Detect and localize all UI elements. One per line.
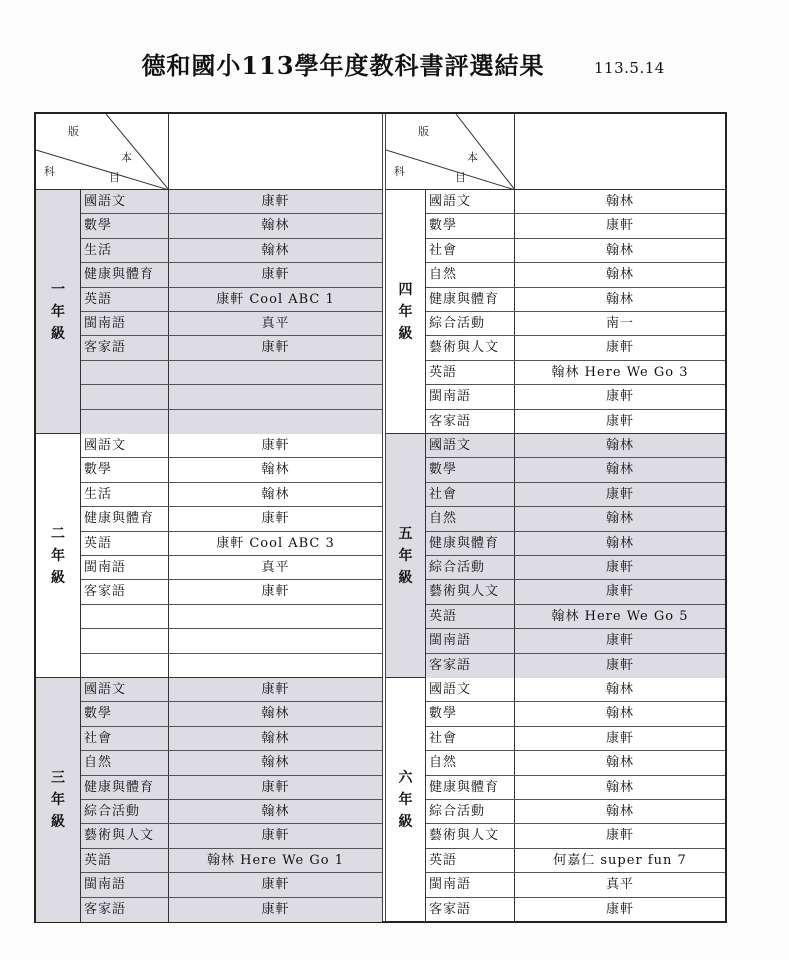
publisher-cell: 真平 (605, 877, 634, 893)
publisher-cell: 康軒 (169, 898, 382, 922)
subject-cell: 自然 (81, 751, 169, 774)
table-row (81, 849, 382, 873)
publisher-cell: 真平 (261, 560, 290, 575)
subject-cell: 英語 (426, 605, 515, 628)
grade-label-char: 級 (51, 325, 65, 342)
grade-label (36, 523, 80, 589)
publisher-cell: 真平 (169, 312, 382, 335)
grade-label (386, 279, 425, 345)
publisher-cell (169, 410, 382, 434)
header-diagonal-cell (36, 114, 169, 190)
table-row (426, 263, 725, 287)
table-row (81, 507, 382, 531)
publisher-cell: 康軒 (169, 190, 382, 213)
subject-cell: 數學 (81, 214, 169, 237)
grade-label-char: 年 (398, 792, 413, 808)
subject-cell: 數學 (426, 214, 515, 237)
subject-cell: 英語 (426, 361, 515, 384)
document-date: 113.5.14 (594, 59, 665, 77)
subject-cell (81, 385, 169, 408)
table-row (81, 751, 382, 775)
table-row (81, 361, 382, 385)
subject-cell: 客家語 (426, 654, 515, 678)
table-row (426, 556, 725, 580)
grade-block (36, 190, 382, 434)
publisher-cell: 康軒 (605, 901, 634, 917)
right-half-table (386, 114, 725, 921)
table-row (426, 702, 725, 726)
grade-label (386, 523, 425, 589)
table-header (386, 114, 725, 190)
table-row (81, 824, 382, 848)
grade-block (36, 434, 382, 678)
publisher-cell: 何嘉仁 super fun 7 (553, 852, 687, 868)
publisher-cell: 翰林 (605, 267, 634, 283)
publisher-cell: 康軒 (605, 340, 634, 356)
table-row (81, 239, 382, 263)
grade-label-char: 六 (398, 770, 413, 786)
publisher-cell: 翰林 (605, 682, 634, 697)
grade-label-char: 年 (51, 547, 65, 564)
header-label-right: 本 (467, 151, 478, 164)
publisher-cell: 康軒 (261, 438, 290, 453)
subject-cell: 客家語 (81, 580, 169, 603)
subject-cell: 英語 (81, 288, 169, 311)
subject-cell (81, 605, 169, 628)
grade-label-char: 年 (51, 303, 65, 320)
grade-label (36, 279, 80, 345)
header-publisher-cell (169, 114, 382, 190)
publisher-cell: 翰林 (605, 804, 634, 819)
table-row (426, 605, 725, 629)
publisher-cell: 康軒 (169, 263, 382, 286)
header-label-top: 版 (68, 125, 79, 138)
subject-cell: 客家語 (426, 898, 515, 922)
publisher-cell: 康軒 (169, 336, 382, 359)
table-row (426, 458, 725, 482)
subject-cell (81, 410, 169, 434)
grade-label-char: 五 (398, 525, 413, 542)
table-row (81, 727, 382, 751)
subject-cell: 數學 (81, 458, 169, 481)
table-row (81, 434, 382, 458)
publisher-cell: 翰林 (515, 532, 725, 555)
publisher-cell: 翰林 (515, 434, 725, 457)
subject-cell: 閩南語 (426, 629, 515, 652)
table-row (81, 629, 382, 653)
publisher-cell: 南一 (605, 316, 634, 331)
publisher-cell: 康軒 (261, 511, 290, 527)
table-row (81, 776, 382, 800)
table-row (426, 898, 725, 922)
subject-cell: 綜合活動 (426, 312, 515, 335)
publisher-cell (169, 385, 382, 408)
table-row (426, 410, 725, 434)
publisher-cell: 翰林 (605, 291, 634, 307)
publisher-cell: 翰林 (515, 507, 725, 530)
header-publisher-cell (515, 114, 725, 190)
table-row (81, 263, 382, 287)
subject-cell: 國語文 (426, 678, 515, 701)
publisher-cell (169, 361, 382, 384)
publisher-cell: 康軒 (515, 483, 725, 506)
grade-label (36, 767, 80, 833)
publisher-cell: 翰林 (515, 458, 725, 481)
publisher-cell: 康軒 Cool ABC 3 (216, 535, 335, 551)
subject-cell: 數學 (81, 702, 169, 725)
table-row (426, 849, 725, 873)
grade-label-cell (386, 678, 426, 922)
header-label-left: 科 (44, 165, 55, 178)
table-row (81, 654, 382, 678)
table-row (426, 288, 725, 312)
publisher-cell (169, 654, 382, 678)
header-label-left: 科 (394, 165, 405, 178)
subject-cell: 國語文 (426, 190, 515, 213)
subject-cell: 閩南語 (426, 873, 515, 896)
table-row (426, 678, 725, 702)
subject-cell: 國語文 (426, 434, 515, 457)
grade-label-char: 三 (51, 770, 65, 786)
table-row (81, 898, 382, 922)
subject-cell: 健康與體育 (81, 507, 169, 530)
subject-cell: 國語文 (81, 190, 169, 213)
grade-label-char: 級 (398, 814, 413, 830)
publisher-cell: 翰林 (261, 486, 290, 502)
grade-label-char: 級 (398, 569, 413, 586)
header-label-bottom: 目 (109, 171, 120, 184)
table-row (81, 605, 382, 629)
header-diagonal-cell (386, 114, 515, 190)
publisher-cell: 康軒 (169, 873, 382, 896)
header-label-top: 版 (418, 125, 429, 138)
publisher-cell: 翰林 (605, 242, 634, 258)
grade-label-char: 年 (398, 303, 413, 320)
grade-label-cell (386, 190, 426, 433)
publisher-cell: 康軒 (169, 824, 382, 847)
table-row (426, 336, 725, 360)
grade-label-char: 二 (51, 525, 65, 542)
publisher-cell: 康軒 (515, 629, 725, 652)
grade-label-char: 級 (51, 569, 65, 586)
subject-cell: 健康與體育 (426, 288, 515, 311)
subject-cell: 數學 (426, 458, 515, 481)
subject-cell: 自然 (426, 263, 515, 286)
table-row (81, 532, 382, 556)
publisher-cell: 康軒 (169, 776, 382, 799)
column-divider-left (382, 114, 383, 921)
table-row (426, 800, 725, 824)
publisher-cell: 康軒 (515, 654, 725, 678)
subject-cell: 閩南語 (81, 556, 169, 579)
subject-cell: 健康與體育 (426, 532, 515, 555)
table-row (81, 190, 382, 214)
subject-cell (81, 654, 169, 678)
publisher-cell: 康軒 (605, 218, 634, 234)
publisher-cell: 翰林 (605, 706, 634, 722)
publisher-cell (169, 629, 382, 652)
subject-cell (81, 629, 169, 652)
table-row (426, 385, 725, 409)
subject-cell: 英語 (81, 849, 169, 872)
subject-cell: 數學 (426, 702, 515, 725)
subject-cell: 英語 (426, 849, 515, 872)
table-row (81, 873, 382, 897)
publisher-cell: 康軒 (515, 580, 725, 603)
subject-cell: 自然 (426, 751, 515, 774)
subject-cell: 綜合活動 (426, 800, 515, 823)
subject-cell: 客家語 (81, 898, 169, 922)
grade-label-char: 年 (51, 792, 65, 808)
table-row (426, 239, 725, 263)
header-diagonal-lines (36, 114, 169, 190)
table-row (81, 410, 382, 434)
publisher-cell: 翰林 Here We Go 5 (515, 605, 725, 628)
publisher-cell: 康軒 (261, 584, 290, 600)
table-row (81, 214, 382, 238)
subject-cell: 健康與體育 (426, 776, 515, 799)
publisher-cell (169, 605, 382, 628)
table-row (426, 361, 725, 385)
table-row (81, 458, 382, 482)
subject-cell: 自然 (426, 507, 515, 530)
subject-cell: 社會 (426, 239, 515, 262)
subject-cell: 客家語 (81, 336, 169, 359)
table-row (426, 751, 725, 775)
table-row (426, 507, 725, 531)
subject-cell: 藝術與人文 (426, 336, 515, 359)
publisher-cell: 翰林 (605, 755, 634, 771)
grade-block (36, 678, 382, 922)
subject-cell: 閩南語 (426, 385, 515, 408)
publisher-cell: 翰林 (605, 779, 634, 795)
table-row (426, 776, 725, 800)
subject-cell: 社會 (426, 727, 515, 750)
table-row (426, 580, 725, 604)
header-label-bottom: 目 (455, 171, 466, 184)
grade-block (386, 190, 725, 434)
table-row (81, 312, 382, 336)
publisher-cell: 翰林 (261, 462, 290, 478)
table-row (426, 824, 725, 848)
subject-cell: 健康與體育 (81, 263, 169, 286)
grade-label-cell (36, 434, 81, 677)
table-row (81, 702, 382, 726)
grade-label-char: 級 (398, 325, 413, 342)
subject-cell: 閩南語 (81, 312, 169, 335)
table-header (36, 114, 382, 190)
table-row (81, 556, 382, 580)
publisher-cell: 翰林 (169, 239, 382, 262)
subject-cell: 健康與體育 (81, 776, 169, 799)
table-row (81, 288, 382, 312)
grade-label-char: 級 (51, 814, 65, 830)
publisher-cell: 翰林 Here We Go 1 (169, 849, 382, 872)
subject-cell: 客家語 (426, 410, 515, 434)
publisher-cell: 康軒 (169, 678, 382, 701)
table-row (426, 312, 725, 336)
grade-label (386, 767, 425, 833)
publisher-cell: 翰林 (169, 214, 382, 237)
grade-block (386, 434, 725, 678)
publisher-cell: 康軒 (605, 828, 634, 844)
subject-cell: 藝術與人文 (81, 824, 169, 847)
subject-cell: 閩南語 (81, 873, 169, 896)
publisher-cell: 翰林 (169, 727, 382, 750)
grade-label-char: 年 (398, 547, 413, 564)
table-row (81, 336, 382, 360)
publisher-cell: 康軒 (605, 389, 634, 405)
header-label-right: 本 (121, 151, 132, 164)
textbook-table (34, 112, 727, 923)
subject-cell: 藝術與人文 (426, 580, 515, 603)
page-title: 德和國小113學年度教科書評選結果 (141, 51, 545, 80)
subject-cell: 國語文 (81, 678, 169, 701)
subject-cell: 生活 (81, 239, 169, 262)
subject-cell (81, 361, 169, 384)
table-row (81, 678, 382, 702)
grade-label-char: 四 (398, 281, 413, 298)
publisher-cell: 翰林 Here We Go 3 (551, 364, 689, 380)
grade-label-cell (36, 190, 81, 433)
subject-cell: 英語 (81, 532, 169, 555)
subject-cell: 藝術與人文 (426, 824, 515, 847)
table-row (426, 727, 725, 751)
header-diagonal-lines (386, 114, 515, 190)
subject-cell: 社會 (426, 483, 515, 506)
table-row (426, 873, 725, 897)
subject-cell: 國語文 (81, 434, 169, 457)
table-row (426, 214, 725, 238)
table-row (426, 629, 725, 653)
grade-label-cell (36, 678, 81, 922)
table-row (81, 800, 382, 824)
grade-block (386, 678, 725, 922)
subject-cell: 綜合活動 (426, 556, 515, 579)
left-half-table (36, 114, 382, 921)
publisher-cell: 翰林 (169, 702, 382, 725)
table-row (426, 654, 725, 678)
grade-label-char: 一 (51, 281, 65, 298)
publisher-cell: 康軒 Cool ABC 1 (169, 288, 382, 311)
subject-cell: 生活 (81, 483, 169, 506)
table-row (81, 483, 382, 507)
table-row (426, 434, 725, 458)
publisher-cell: 翰林 (169, 800, 382, 823)
table-row (426, 190, 725, 214)
publisher-cell: 翰林 (605, 194, 634, 209)
table-row (426, 532, 725, 556)
publisher-cell: 康軒 (605, 730, 634, 746)
subject-cell: 綜合活動 (81, 800, 169, 823)
publisher-cell: 翰林 (169, 751, 382, 774)
publisher-cell: 康軒 (605, 413, 634, 429)
publisher-cell: 康軒 (515, 556, 725, 579)
table-row (81, 580, 382, 604)
table-row (426, 483, 725, 507)
table-row (81, 385, 382, 409)
grade-label-cell (386, 434, 426, 677)
subject-cell: 社會 (81, 727, 169, 750)
